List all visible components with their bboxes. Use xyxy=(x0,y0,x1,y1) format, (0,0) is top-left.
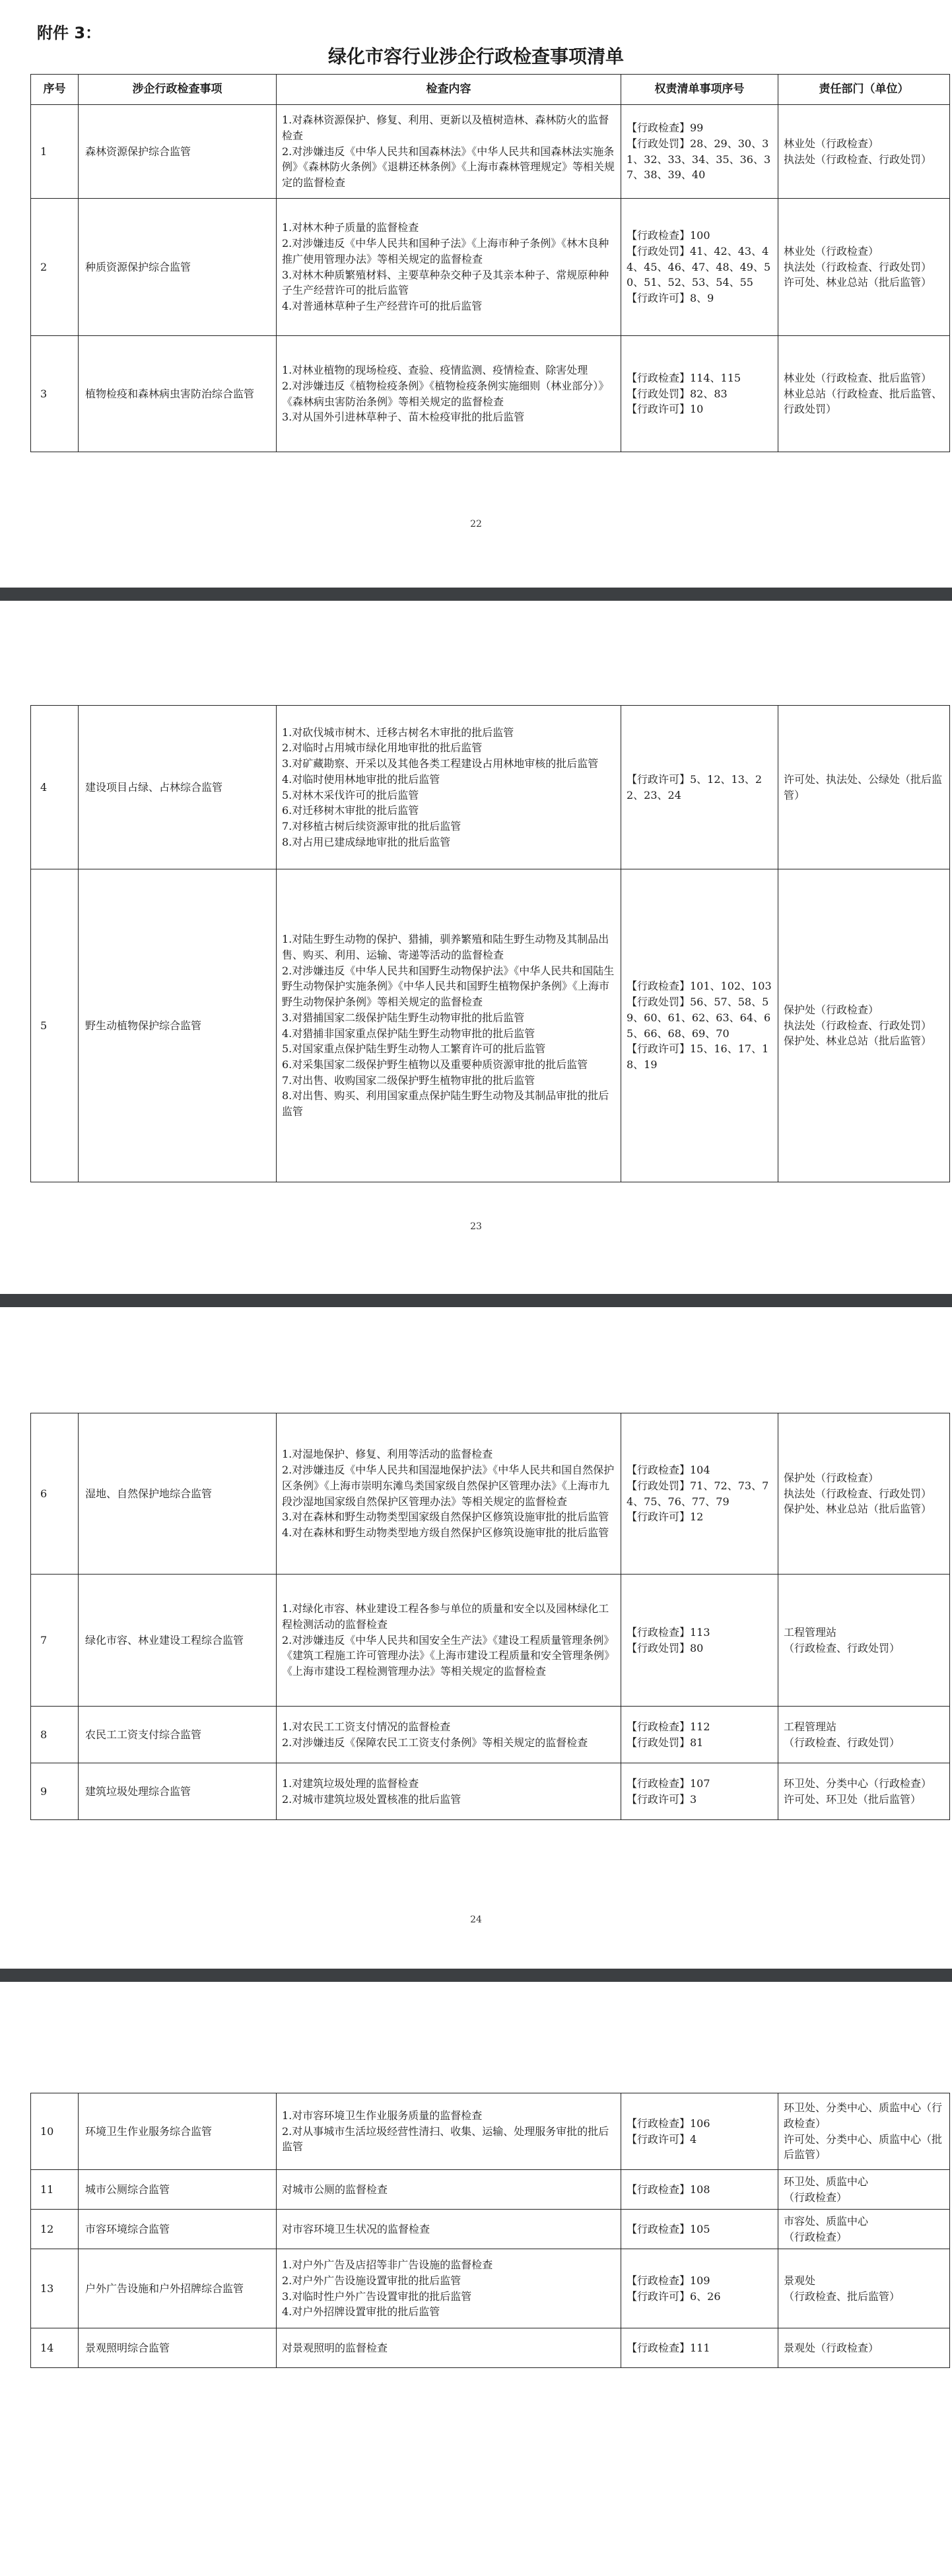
list-refs xyxy=(621,199,778,336)
inspection-content xyxy=(277,2093,621,2170)
list-refs-line: 【行政处罚】28、29、30、31、32、33、34、35、36、37、38、39、40 xyxy=(627,137,771,182)
row-number: 10 xyxy=(31,2093,79,2170)
row-number: 5 xyxy=(31,869,79,1182)
table-row xyxy=(31,706,950,869)
list-refs-line: 【行政检查】112 xyxy=(627,1720,710,1733)
list-refs-line: 【行政检查】104 xyxy=(627,1464,710,1477)
list-refs xyxy=(621,336,778,452)
responsible-dept-line: 执法处（行政检查、行政处罚） xyxy=(784,1019,932,1032)
list-refs xyxy=(621,1707,778,1763)
inspection-item: 建设项目占绿、占林综合监管 xyxy=(79,706,277,869)
inspection-content xyxy=(277,336,621,452)
page-3 xyxy=(0,1307,952,1969)
responsible-dept-line: 景观处 xyxy=(784,2274,816,2287)
inspection-item: 景观照明综合监管 xyxy=(79,2328,277,2368)
inspection-item: 户外广告设施和户外招牌综合监管 xyxy=(79,2249,277,2328)
list-refs-line: 【行政许可】5、12、13、22、23、24 xyxy=(627,772,763,801)
inspection-content-line: 7.对出售、收购国家二级保护野生植物审批的批后监管 xyxy=(282,1073,535,1087)
list-refs-line: 【行政检查】109 xyxy=(627,2274,710,2287)
responsible-dept-line: 环卫处、质监中心 xyxy=(784,2175,869,2188)
inspection-content-line: 2.对涉嫌违反《中华人民共和国种子法》《上海市种子条例》《林木良种推广使用管理办法》等相关规定的监督检查 xyxy=(282,237,609,265)
responsible-dept-line: 市容处、质监中心 xyxy=(784,2214,869,2227)
responsible-dept xyxy=(778,1707,950,1763)
row-number: 12 xyxy=(31,2210,79,2249)
list-refs-line: 【行政许可】15、16、17、18、19 xyxy=(627,1042,769,1071)
responsible-dept-line: 执法处（行政检查、行政处罚） xyxy=(784,153,932,166)
responsible-dept-line: 环卫处、分类中心（行政检查） xyxy=(784,1777,932,1790)
row-number: 3 xyxy=(31,336,79,452)
inspection-content-line: 2.对涉嫌违反《保障农民工工资支付条例》等相关规定的监督检查 xyxy=(282,1736,588,1749)
list-refs-line: 【行政检查】108 xyxy=(627,2183,710,2196)
inspection-content xyxy=(277,2249,621,2328)
list-refs xyxy=(621,2328,778,2368)
list-refs-line: 【行政检查】105 xyxy=(627,2222,710,2235)
inspection-content-line: 3.对猎捕国家二级保护陆生野生动物审批的批后监管 xyxy=(282,1011,525,1024)
list-refs-line: 【行政许可】3 xyxy=(627,1792,697,1806)
inspection-item: 农民工工资支付综合监管 xyxy=(79,1707,277,1763)
inspection-content-line: 对城市公厕的监督检查 xyxy=(282,2183,388,2196)
inspection-item: 绿化市容、林业建设工程综合监管 xyxy=(79,1575,277,1707)
inspection-content xyxy=(277,1413,621,1575)
responsible-dept-line: 许可处、环卫处（批后监管） xyxy=(784,1792,922,1806)
table-row xyxy=(31,2210,950,2249)
row-number: 8 xyxy=(31,1707,79,1763)
inspection-content-line: 1.对农民工工资支付情况的监督检查 xyxy=(282,1720,451,1733)
list-refs-line: 【行政检查】113 xyxy=(627,1625,710,1639)
inspection-content-line: 6.对迁移树木审批的批后监管 xyxy=(282,804,419,817)
inspection-table-part-2 xyxy=(30,705,950,1182)
responsible-dept-line: 景观处（行政检查） xyxy=(784,2341,879,2354)
row-number: 13 xyxy=(31,2249,79,2328)
inspection-content-line: 4.对临时使用林地审批的批后监管 xyxy=(282,772,440,786)
inspection-item: 湿地、自然保护地综合监管 xyxy=(79,1413,277,1575)
list-refs xyxy=(621,2249,778,2328)
responsible-dept-line: 许可处、分类中心、质监中心（批后监管） xyxy=(784,2132,943,2161)
responsible-dept-line: 林业处（行政检查、批后监管） xyxy=(784,371,932,384)
table-row xyxy=(31,2170,950,2210)
page-separator xyxy=(0,1294,952,1307)
inspection-content-line: 1.对建筑垃圾处理的监督检查 xyxy=(282,1777,419,1790)
page-1 xyxy=(0,0,952,588)
responsible-dept xyxy=(778,336,950,452)
list-refs xyxy=(621,1575,778,1707)
inspection-content-line: 4.对户外招牌设置审批的批后监管 xyxy=(282,2305,440,2319)
list-refs-line: 【行政处罚】71、72、73、74、75、76、77、79 xyxy=(627,1479,769,1508)
row-number: 14 xyxy=(31,2328,79,2368)
inspection-table-part-3 xyxy=(30,1413,950,1820)
inspection-content-line: 3.对从国外引进林草种子、苗木检疫审批的批后监管 xyxy=(282,411,525,424)
document-title: 绿化市容行业涉企行政检查事项清单 xyxy=(327,46,624,67)
inspection-item: 市容环境综合监管 xyxy=(79,2210,277,2249)
inspection-content-line: 2.对户外广告设施设置审批的批后监管 xyxy=(282,2274,461,2287)
list-refs xyxy=(621,2170,778,2210)
list-refs-line: 【行政处罚】41、42、43、44、45、46、47、48、49、50、51、52、53、54、55 xyxy=(627,244,771,289)
list-refs xyxy=(621,2210,778,2249)
list-refs-line: 【行政检查】107 xyxy=(627,1777,710,1790)
header-refs: 权责清单事项序号 xyxy=(621,75,778,105)
responsible-dept-line: 保护处（行政检查） xyxy=(784,1003,879,1016)
row-number: 1 xyxy=(31,105,79,199)
responsible-dept-line: 工程管理站 xyxy=(784,1625,837,1639)
row-number: 11 xyxy=(31,2170,79,2210)
inspection-content xyxy=(277,1575,621,1707)
page-4 xyxy=(0,1982,952,2576)
responsible-dept xyxy=(778,2328,950,2368)
table-row xyxy=(31,869,950,1182)
row-number: 7 xyxy=(31,1575,79,1707)
table-row xyxy=(31,1763,950,1820)
inspection-content-line: 1.对绿化市容、林业建设工程各参与单位的质量和安全以及园林绿化工程检测活动的监督检查 xyxy=(282,1602,609,1631)
inspection-content-line: 8.对占用已建成绿地审批的批后监管 xyxy=(282,835,451,848)
page-2 xyxy=(0,601,952,1294)
attachment-label: 附件 3： xyxy=(37,24,102,42)
page-number: 22 xyxy=(470,519,482,529)
table-row xyxy=(31,105,950,199)
page-number: 24 xyxy=(470,1915,482,1925)
page-separator xyxy=(0,1969,952,1982)
inspection-content xyxy=(277,1707,621,1763)
inspection-content xyxy=(277,2210,621,2249)
inspection-content-line: 2.对涉嫌违反《中华人民共和国安全生产法》《建设工程质量管理条例》《建筑工程施工许可管理办法》《上海市建设工程质量和安全管理条例》《上海市建设工程检测管理办法》等相关规定的监督检查 xyxy=(282,1633,615,1678)
list-refs xyxy=(621,2093,778,2170)
responsible-dept-line: 林业总站（行政检查、批后监管、行政处罚） xyxy=(784,387,943,416)
header-content: 检查内容 xyxy=(277,75,621,105)
list-refs-line: 【行政检查】101、102、103 xyxy=(627,980,772,993)
inspection-content-line: 2.对涉嫌违反《中华人民共和国湿地保护法》《中华人民共和国自然保护区条例》《上海市崇明东滩鸟类国家级自然保护区管理办法》《上海市九段沙湿地国家级自然保护区管理办法》等相关规定的监督检查 xyxy=(282,1464,615,1508)
inspection-table-part-1 xyxy=(30,74,950,452)
list-refs xyxy=(621,1763,778,1820)
list-refs xyxy=(621,869,778,1182)
inspection-item: 环境卫生作业服务综合监管 xyxy=(79,2093,277,2170)
inspection-item: 植物检疫和森林病虫害防治综合监管 xyxy=(79,336,277,452)
responsible-dept-line: （行政检查） xyxy=(784,2230,848,2243)
responsible-dept xyxy=(778,1413,950,1575)
responsible-dept xyxy=(778,706,950,869)
inspection-content-line: 1.对户外广告及店招等非广告设施的监督检查 xyxy=(282,2258,493,2272)
page-separator xyxy=(0,588,952,601)
table-row xyxy=(31,199,950,336)
table-row xyxy=(31,1575,950,1707)
responsible-dept-line: （行政检查、行政处罚） xyxy=(784,1641,901,1654)
table-row xyxy=(31,2093,950,2170)
inspection-content-line: 7.对移植古树后续资源审批的批后监管 xyxy=(282,819,461,832)
list-refs xyxy=(621,1413,778,1575)
inspection-item: 种质资源保护综合监管 xyxy=(79,199,277,336)
row-number: 2 xyxy=(31,199,79,336)
inspection-item: 野生动植物保护综合监管 xyxy=(79,869,277,1182)
responsible-dept-line: （行政检查） xyxy=(784,2190,848,2204)
list-refs-line: 【行政处罚】82、83 xyxy=(627,387,728,400)
inspection-content-line: 1.对湿地保护、修复、利用等活动的监督检查 xyxy=(282,1448,493,1461)
table-row xyxy=(31,2249,950,2328)
inspection-content xyxy=(277,869,621,1182)
inspection-content-line: 1.对林业植物的现场检疫、查验、疫情监测、疫情检查、除害处理 xyxy=(282,364,588,377)
inspection-content-line: 5.对林木采伐许可的批后监管 xyxy=(282,788,419,801)
responsible-dept xyxy=(778,2170,950,2210)
responsible-dept xyxy=(778,1763,950,1820)
responsible-dept-line: 保护处、林业总站（批后监管） xyxy=(784,1034,932,1048)
inspection-content xyxy=(277,706,621,869)
inspection-content-line: 2.对涉嫌违反《植物检疫条例》《植物检疫条例实施细则（林业部分）》《森林病虫害防治条例》等相关规定的监督检查 xyxy=(282,379,609,408)
inspection-content-line: 1.对林木种子质量的监督检查 xyxy=(282,221,419,234)
inspection-content-line: 4.对在森林和野生动物类型地方级自然保护区修筑设施审批的批后监管 xyxy=(282,1526,609,1539)
list-refs-line: 【行政处罚】81 xyxy=(627,1736,704,1749)
inspection-content-line: 3.对矿藏勘察、开采以及其他各类工程建设占用林地审核的批后监管 xyxy=(282,757,599,770)
list-refs-line: 【行政处罚】56、57、58、59、60、61、62、63、64、65、66、68、69、70 xyxy=(627,996,771,1040)
responsible-dept xyxy=(778,869,950,1182)
list-refs-line: 【行政许可】12 xyxy=(627,1510,704,1524)
list-refs-line: 【行政许可】6、26 xyxy=(627,2289,721,2303)
inspection-content-line: 2.对涉嫌违反《中华人民共和国森林法》《中华人民共和国森林法实施条例》《森林防火条例》《退耕还林条例》《上海市森林管理规定》等相关规定的监督检查 xyxy=(282,145,615,189)
list-refs-line: 【行政检查】100 xyxy=(627,229,710,242)
inspection-content-line: 5.对国家重点保护陆生野生动物人工繁育许可的批后监管 xyxy=(282,1042,546,1056)
responsible-dept xyxy=(778,1575,950,1707)
responsible-dept xyxy=(778,2249,950,2328)
header-dept: 责任部门（单位） xyxy=(778,75,950,105)
list-refs-line: 【行政处罚】80 xyxy=(627,1641,704,1654)
inspection-content-line: 4.对普通林草种子生产经营许可的批后监管 xyxy=(282,299,483,312)
responsible-dept xyxy=(778,199,950,336)
responsible-dept-line: 林业处（行政检查） xyxy=(784,244,879,257)
table-row xyxy=(31,2328,950,2368)
page-number: 23 xyxy=(470,1221,482,1232)
row-number: 4 xyxy=(31,706,79,869)
responsible-dept-line: （行政检查、批后监管） xyxy=(784,2289,901,2303)
responsible-dept-line: 许可处、林业总站（批后监管） xyxy=(784,276,932,289)
inspection-item: 森林资源保护综合监管 xyxy=(79,105,277,199)
inspection-content-line: 3.对林木种质繁殖材料、主要草种杂交种子及其亲本种子、常规原种种子生产经营许可的批后监管 xyxy=(282,268,609,297)
inspection-content-line: 2.对城市建筑垃圾处置核准的批后监管 xyxy=(282,1792,461,1806)
inspection-content xyxy=(277,2170,621,2210)
inspection-content xyxy=(277,199,621,336)
responsible-dept-line: 林业处（行政检查） xyxy=(784,137,879,150)
list-refs-line: 【行政许可】8、9 xyxy=(627,292,714,304)
responsible-dept-line: 执法处（行政检查、行政处罚） xyxy=(784,260,932,273)
responsible-dept-line: （行政检查、行政处罚） xyxy=(784,1736,901,1749)
inspection-content-line: 8.对出售、购买、利用国家重点保护陆生野生动物及其制品审批的批后监管 xyxy=(282,1089,609,1118)
header-item: 涉企行政检查事项 xyxy=(79,75,277,105)
inspection-item: 建筑垃圾处理综合监管 xyxy=(79,1763,277,1820)
row-number: 9 xyxy=(31,1763,79,1820)
inspection-content-line: 2.对临时占用城市绿化用地审批的批后监管 xyxy=(282,741,483,755)
list-refs-line: 【行政许可】4 xyxy=(627,2132,697,2146)
inspection-content-line: 6.对采集国家二级保护野生植物以及重要种质资源审批的批后监管 xyxy=(282,1058,588,1071)
responsible-dept-line: 工程管理站 xyxy=(784,1720,837,1733)
inspection-content-line: 1.对陆生野生动物的保护、猎捕，驯养繁殖和陆生野生动物及其制品出售、购买、利用、运输、寄递等活动的监督检查 xyxy=(282,933,609,962)
list-refs-line: 【行政检查】99 xyxy=(627,121,704,135)
inspection-content-line: 1.对砍伐城市树木、迁移古树名木审批的批后监管 xyxy=(282,726,514,739)
inspection-table-part-4 xyxy=(30,2093,950,2368)
inspection-content-line: 4.对猎捕非国家重点保护陆生野生动物审批的批后监管 xyxy=(282,1027,535,1040)
inspection-content xyxy=(277,2328,621,2368)
responsible-dept xyxy=(778,2210,950,2249)
responsible-dept-line: 保护处、林业总站（批后监管） xyxy=(784,1503,932,1516)
responsible-dept-line: 许可处、执法处、公绿处（批后监管） xyxy=(784,772,943,801)
list-refs-line: 【行政检查】111 xyxy=(627,2341,710,2354)
row-number: 6 xyxy=(31,1413,79,1575)
list-refs-line: 【行政许可】10 xyxy=(627,403,704,416)
inspection-content-line: 3.对临时性户外广告设置审批的批后监管 xyxy=(282,2289,472,2303)
inspection-content-line: 1.对森林资源保护、修复、利用、更新以及植树造林、森林防火的监督检查 xyxy=(282,114,609,142)
list-refs xyxy=(621,105,778,199)
inspection-content-line: 2.对涉嫌违反《中华人民共和国野生动物保护法》《中华人民共和国陆生野生动物保护实施条例》《中华人民共和国野生植物保护条例》《上海市野生动物保护条例》等相关规定的监督检查 xyxy=(282,964,615,1009)
responsible-dept xyxy=(778,105,950,199)
header-no: 序号 xyxy=(31,75,79,105)
inspection-content-line: 对市容环境卫生状况的监督检查 xyxy=(282,2222,430,2235)
table-header-row xyxy=(31,75,950,105)
responsible-dept-line: 保护处（行政检查） xyxy=(784,1471,879,1484)
inspection-content xyxy=(277,1763,621,1820)
table-row xyxy=(31,1413,950,1575)
responsible-dept xyxy=(778,2093,950,2170)
inspection-content-line: 2.对从事城市生活垃圾经营性清扫、收集、运输、处理服务审批的批后监管 xyxy=(282,2124,609,2153)
inspection-content-line: 1.对市容环境卫生作业服务质量的监督检查 xyxy=(282,2109,483,2122)
list-refs xyxy=(621,706,778,869)
inspection-content xyxy=(277,105,621,199)
inspection-content-line: 3.对在森林和野生动物类型国家级自然保护区修筑设施审批的批后监管 xyxy=(282,1510,609,1524)
table-row xyxy=(31,336,950,452)
list-refs-line: 【行政检查】106 xyxy=(627,2117,710,2130)
responsible-dept-line: 执法处（行政检查、行政处罚） xyxy=(784,1487,932,1500)
list-refs-line: 【行政检查】114、115 xyxy=(627,371,741,384)
inspection-content-line: 对景观照明的监督检查 xyxy=(282,2341,388,2354)
inspection-item: 城市公厕综合监管 xyxy=(79,2170,277,2210)
table-row xyxy=(31,1707,950,1763)
responsible-dept-line: 环卫处、分类中心、质监中心（行政检查） xyxy=(784,2101,943,2130)
